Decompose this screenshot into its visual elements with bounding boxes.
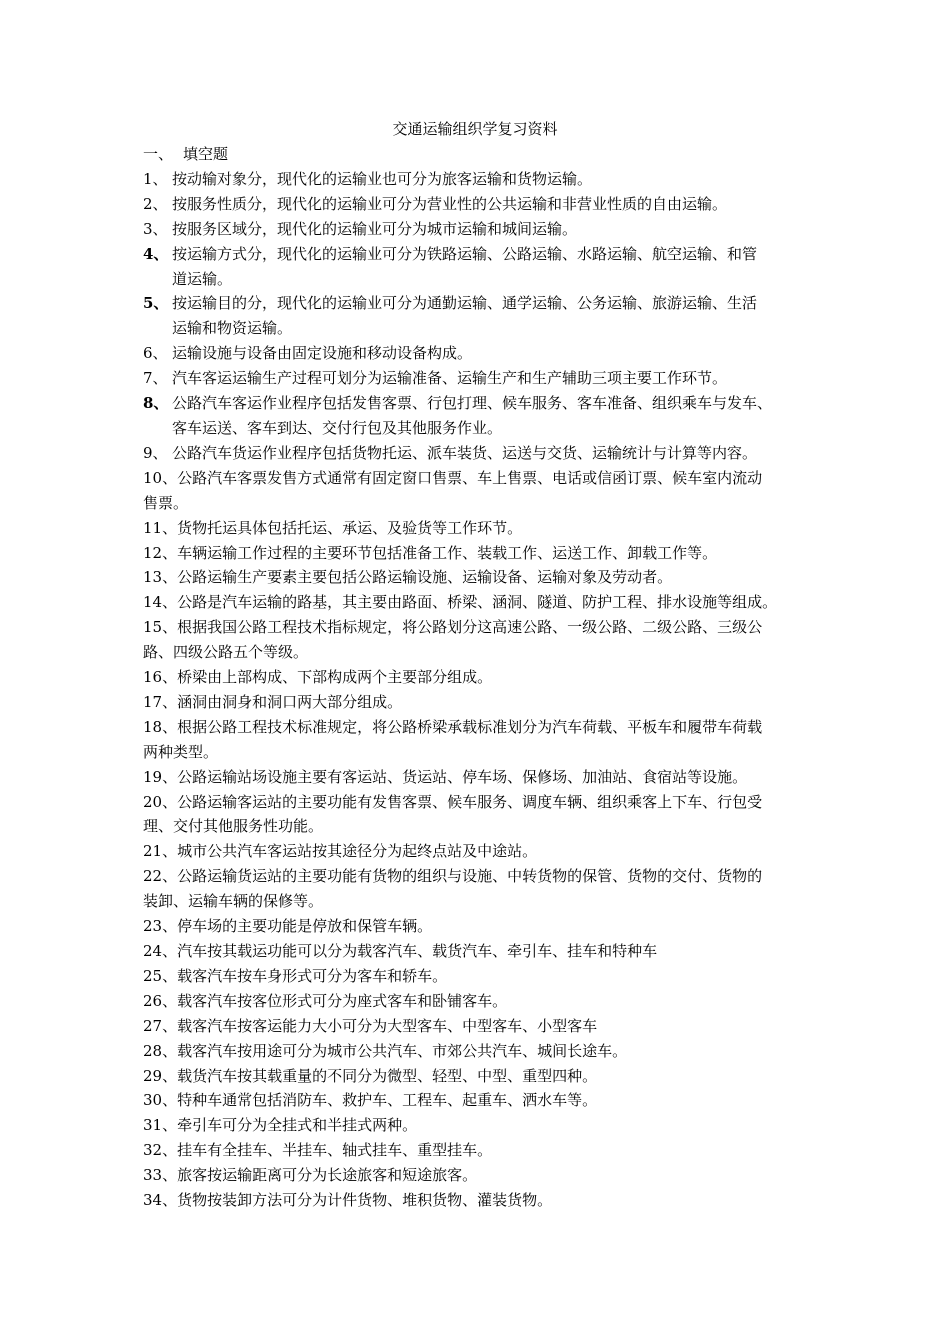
item-number: 5、 [143, 294, 169, 313]
section-number: 一、 [143, 145, 174, 163]
list-item: 11、货物托运具体包括托运、承运、及验货等工作环节。 [143, 518, 523, 537]
list-item [143, 341, 843, 366]
list-item: 12、车辆运输工作过程的主要环节包括准备工作、装载工作、运送工作、卸载工作等。 [143, 543, 718, 562]
item-text-line: 运输和物资运输。 [172, 319, 293, 338]
list-item: 29、载货汽车按其载重量的不同分为微型、轻型、中型、重型四种。 [143, 1066, 598, 1085]
list-item: 30、特种车通常包括消防车、救护车、工程车、起重车、洒水车等。 [143, 1091, 598, 1110]
item-text-line: 22、公路运输货运站的主要功能有货物的组织与设施、中转货物的保管、货物的交付、货物的 [143, 867, 763, 886]
document-body [143, 142, 843, 1213]
list-item [143, 715, 843, 765]
item-text: 按服务区域分，现代化的运输业可分为城市运输和城间运输。 [172, 219, 578, 238]
item-number: 8、 [143, 394, 169, 413]
list-item [143, 790, 843, 840]
list-item: 14、公路是汽车运输的路基，其主要由路面、桥梁、涵洞、隧道、防护工程、排水设施等组成。 [143, 593, 778, 612]
item-text-line: 路、四级公路五个等级。 [143, 643, 309, 662]
list-item: 21、城市公共汽车客运站按其途径分为起终点站及中途站。 [143, 842, 538, 861]
item-text: 汽车客运运输生产过程可划分为运输准备、运输生产和生产辅助三项主要工作环节。 [172, 369, 728, 388]
list-item: 25、载客汽车按车身形式可分为客车和轿车。 [143, 966, 448, 985]
item-number: 6、 [143, 344, 168, 363]
item-number: 9、 [143, 443, 168, 462]
document-title: 交通运输组织学复习资料 [392, 120, 558, 138]
item-text-line: 20、公路运输客运站的主要功能有发售客票、候车服务、调度车辆、组织乘客上下车、行包受 [143, 792, 763, 811]
item-text [172, 391, 843, 441]
list-item: 19、公路运输站场设施主要有客运站、货运站、停车场、保修场、加油站、食宿站等设施。 [143, 767, 748, 786]
list-item: 16、桥梁由上部构成、下部构成两个主要部分组成。 [143, 668, 493, 687]
list-item [143, 366, 843, 391]
item-text-line: 18、根据公路工程技术标准规定，将公路桥梁承载标准划分为汽车荷载、平板车和履带车荷载 [143, 717, 763, 736]
list-item [143, 217, 843, 242]
item-text-line: 理、交付其他服务性功能。 [143, 817, 324, 836]
list-item [143, 441, 843, 466]
list-item [143, 615, 843, 665]
item-number: 4、 [143, 244, 169, 263]
item-text-line: 15、根据我国公路工程技术指标规定，将公路划分这高速公路、一级公路、二级公路、三级公 [143, 618, 763, 637]
list-item: 24、汽车按其载运功能可以分为载客汽车、载货汽车、牵引车、挂车和特种车 [143, 942, 658, 960]
list-item: 28、载客汽车按用途可分为城市公共汽车、市郊公共汽车、城间长途车。 [143, 1041, 628, 1060]
list-item [143, 466, 843, 516]
list-item [143, 864, 843, 914]
list-item: 26、载客汽车按客位形式可分为座式客车和卧铺客车。 [143, 991, 508, 1010]
list-item [143, 167, 843, 192]
fill-in-list [143, 167, 843, 1213]
list-item [143, 391, 843, 441]
list-item: 32、挂车有全挂车、半挂车、轴式挂车、重型挂车。 [143, 1141, 493, 1160]
item-number: 3、 [143, 219, 168, 238]
item-text [172, 291, 843, 341]
item-text-line: 公路汽车客运作业程序包括发售客票、行包打理、候车服务、客车准备、组织乘车与发车、 [172, 394, 773, 413]
item-text-line: 售票。 [143, 493, 189, 512]
item-number: 1、 [143, 169, 168, 188]
list-item: 31、牵引车可分为全挂式和半挂式两种。 [143, 1116, 418, 1135]
item-text: 按服务性质分，现代化的运输业可分为营业性的公共运输和非营业性质的自由运输。 [172, 194, 728, 213]
section-heading [143, 142, 843, 167]
item-text-line: 装卸、运输车辆的保修等。 [143, 892, 324, 911]
item-text-line: 道运输。 [172, 269, 233, 288]
list-item: 27、载客汽车按客运能力大小可分为大型客车、中型客车、小型客车 [143, 1016, 598, 1035]
item-number: 2、 [143, 194, 168, 213]
item-text-line: 客车运送、客车到达、交付行包及其他服务作业。 [172, 418, 503, 437]
item-text-line: 10、公路汽车客票发售方式通常有固定窗口售票、车上售票、电话或信函订票、候车室内流动 [143, 468, 763, 487]
list-item: 17、涵洞由洞身和洞口两大部分组成。 [143, 692, 403, 711]
list-item: 34、货物按装卸方法可分为计件货物、堆积货物、灌装货物。 [143, 1191, 553, 1210]
section-title: 填空题 [183, 145, 229, 163]
item-number: 7、 [143, 369, 168, 388]
item-text: 运输设施与设备由固定设施和移动设备构成。 [172, 344, 473, 363]
item-text: 公路汽车货运作业程序包括货物托运、派车装货、运送与交货、运输统计与计算等内容。 [172, 443, 758, 462]
list-item [143, 192, 843, 217]
item-text-line: 按运输方式分，现代化的运输业可分为铁路运输、公路运输、水路运输、航空运输、和管 [172, 244, 758, 263]
item-text-line: 按运输目的分，现代化的运输业可分为通勤运输、通学运输、公务运输、旅游运输、生活 [172, 294, 758, 313]
list-item [143, 291, 843, 341]
list-item: 13、公路运输生产要素主要包括公路运输设施、运输设备、运输对象及劳动者。 [143, 568, 673, 587]
item-text [172, 242, 843, 292]
item-text-line: 两种类型。 [143, 742, 219, 761]
item-text: 按动输对象分，现代化的运输业也可分为旅客运输和货物运输。 [172, 169, 593, 188]
list-item: 23、停车场的主要功能是停放和保管车辆。 [143, 917, 433, 936]
list-item [143, 242, 843, 292]
list-item: 33、旅客按运输距离可分为长途旅客和短途旅客。 [143, 1166, 478, 1185]
